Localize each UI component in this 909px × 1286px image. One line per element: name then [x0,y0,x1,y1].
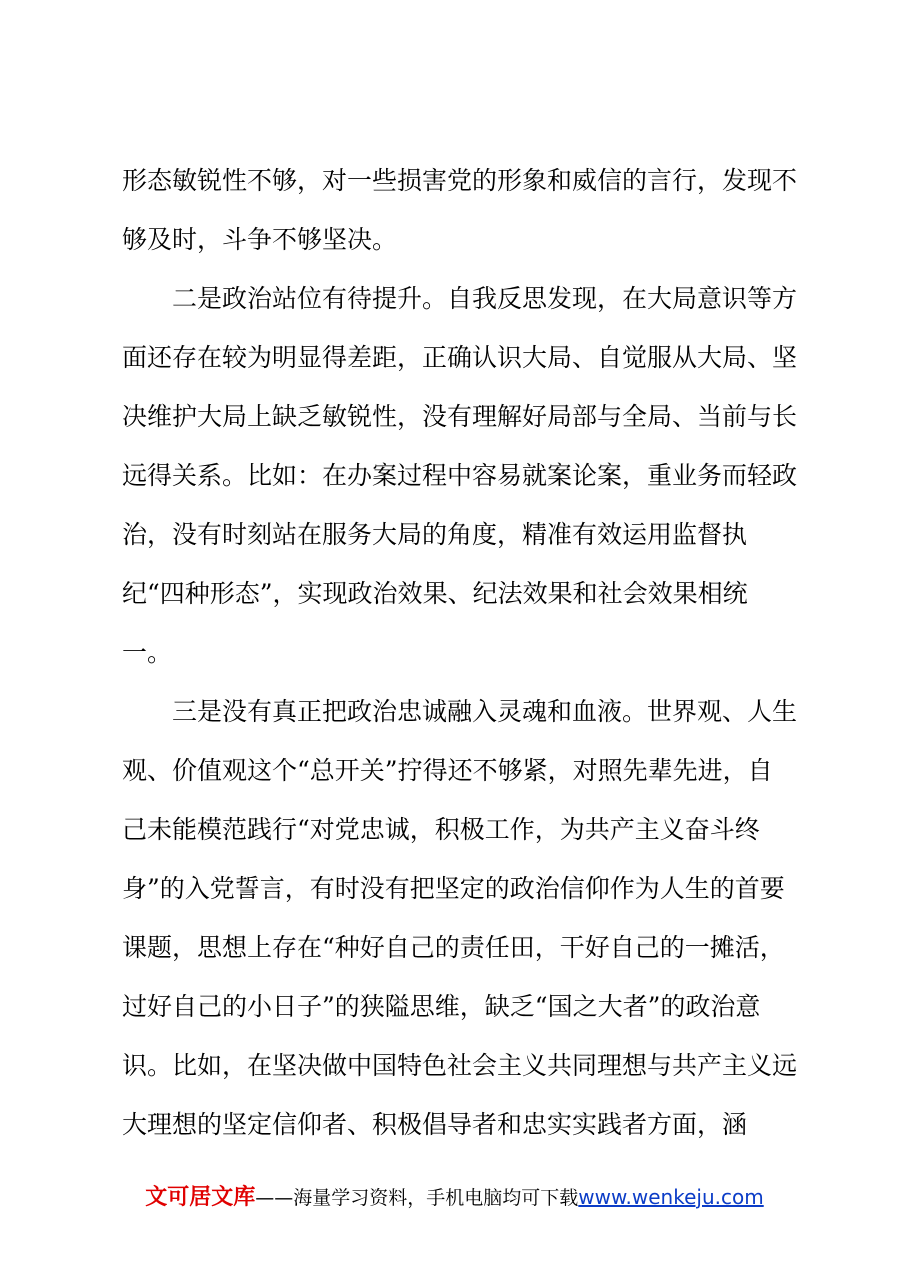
text-line: 大理想的坚定信仰者、积极倡导者和忠实实践者方面，涵 [122,1110,748,1139]
text-line: 己未能模范践行“对党忠诚，积极工作，为共产主义奋斗终 [122,815,760,844]
footer-url-link[interactable]: www.wenkeju.com [578,1185,764,1209]
text-line: 课题，思想上存在“种好自己的责任田，干好自己的一摊活， [122,933,785,962]
text-line: 二是政治站位有待提升。自我反思发现，在大局意识等方 [172,284,798,313]
text-line: 身”的入党誓言，有时没有把坚定的政治信仰作为人生的首要 [122,874,785,903]
footer-slogan: ——海量学习资料，手机电脑均可下载 [255,1187,579,1209]
text-line: 远得关系。比如：在办案过程中容易就案论案，重业务而轻政 [122,461,798,490]
text-line: 决维护大局上缺乏敏锐性，没有理解好局部与全局、当前与长 [122,402,798,431]
text-line: 过好自己的小日子”的狭隘思维，缺乏“国之大者”的政治意 [122,992,761,1021]
text-line: 三是没有真正把政治忠诚融入灵魂和血液。世界观、人生 [172,697,798,726]
text-line: 识。比如，在坚决做中国特色社会主义共同理想与共产主义远 [122,1051,798,1080]
text-line: 观、价值观这个“总开关”拧得还不够紧，对照先辈先进，自 [122,756,773,785]
text-line: 治，没有时刻站在服务大局的角度，精准有效运用监督执 [122,520,748,549]
text-line: 面还存在较为明显得差距，正确认识大局、自觉服从大局、坚 [122,343,798,372]
text-line: 纪“四种形态”，实现政治效果、纪法效果和社会效果相统 [122,579,748,608]
text-line: 够及时，斗争不够坚决。 [122,225,398,254]
footer-brand: 文可居文库 [145,1185,256,1210]
footer-banner [0,1182,909,1213]
text-line: 一。 [122,638,173,667]
text-line: 形态敏锐性不够，对一些损害党的形象和威信的言行，发现不 [122,166,798,195]
